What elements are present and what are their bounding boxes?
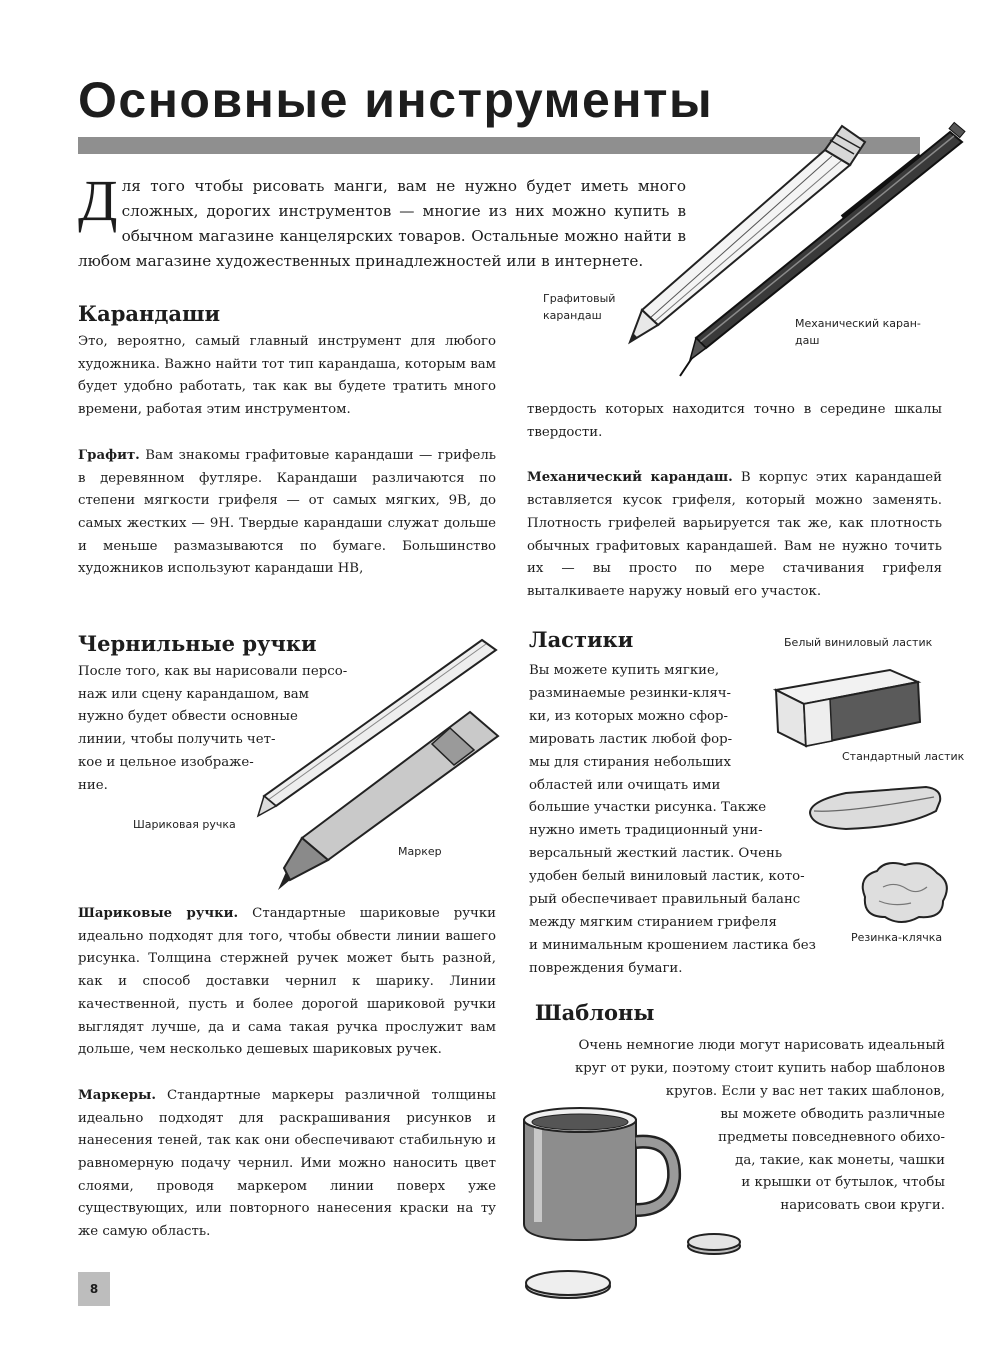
- markers-paragraph: [78, 1085, 496, 1244]
- pens-intro-line: линии, чтобы получить чет-: [78, 732, 276, 748]
- erasers-line: разминаемые резинки-кляч-: [529, 685, 732, 701]
- pens-intro-line: После того, как вы нарисовали персо-: [78, 664, 348, 679]
- graphite-continued: твердость которых находится точно в середине шкалы твердости.: [527, 402, 942, 440]
- caption-marker: Маркер: [398, 845, 442, 858]
- heading-pencils: Карандаши: [78, 301, 221, 326]
- mech-pencil-paragraph: [527, 467, 942, 603]
- erasers-line: нужно иметь традиционный уни-: [529, 823, 763, 839]
- pens-intro-line: нужно будет обвести основные: [78, 709, 298, 725]
- caption-ballpoint: Шариковая ручка: [133, 818, 236, 831]
- ballpoint-text: Стандартные шариковые ручки идеально подходят для того, чтобы обвести линии вашего рисунка. Толщина стержней ручек может быть разной, как и способ доставки чернил к шарику. Линии качественной, пусть и более дорогой шариковой ручки выглядят лучше, да и сама такая ручка прослужит вам дольше, чем несколько дешевых шариковых ручек.: [78, 906, 496, 1058]
- templates-line: да, такие, как монеты, чашки: [735, 1152, 945, 1168]
- erasers-line: и минимальным крошением ластика без: [529, 937, 816, 953]
- standard-eraser-icon: [806, 783, 946, 833]
- graphite-paragraph: [78, 445, 496, 581]
- pens-intro-line: ние.: [78, 777, 108, 793]
- erasers-line: ки, из которых можно сфор-: [529, 708, 729, 724]
- templates-line: вы можете обводить различные: [720, 1106, 945, 1122]
- pens-text: [78, 903, 496, 1244]
- caption-kneaded-eraser: Резинка-клячка: [851, 931, 943, 944]
- markers-term: Маркеры.: [78, 1087, 156, 1103]
- graphite-term: Графит.: [78, 447, 140, 463]
- intro-dropcap: Д: [78, 168, 118, 233]
- templates-line: круг от руки, поэтому стоит купить набор шаблонов: [574, 1060, 945, 1076]
- white-eraser-icon: [770, 660, 930, 750]
- templates-line: нарисовать свои круги.: [780, 1198, 945, 1214]
- caption-mech-pencil-2: даш: [795, 334, 820, 347]
- erasers-line: рый обеспечивает правильный баланс: [529, 892, 801, 908]
- templates-line: кругов. Если у вас нет таких шаблонов,: [665, 1083, 945, 1099]
- mug-icon: [524, 1108, 674, 1240]
- pencils-intro: Это, вероятно, самый главный инструмент для любого художника. Важно найти тот тип карандаша, которым вам будет удобно работать, так как вы будете тратить много времени, работая этим инструментом.: [78, 334, 496, 418]
- caption-graphite-pencil-1: Графитовый: [543, 292, 616, 305]
- heading-erasers: Ластики: [529, 627, 634, 652]
- erasers-line: Вы можете купить мягкие,: [529, 663, 720, 678]
- templates-line: Очень немногие люди могут нарисовать идеальный: [578, 1038, 945, 1053]
- heading-templates: Шаблоны: [535, 1000, 655, 1025]
- caption-mech-pencil-1: Механический каран-: [795, 317, 921, 330]
- erasers-line: областей или очищать ими: [529, 777, 721, 793]
- intro-text: ля того чтобы рисовать манги, вам не нужно будет иметь много сложных, дорогих инструментов — многие из них можно купить в обычном магазине канцелярских товаров. Остальные можно найти в любом магазине художественных принадлежностей или в интернете.: [78, 177, 686, 270]
- mech-pencil-term: Механический карандаш.: [527, 470, 733, 486]
- pencils-right-text: [527, 399, 942, 604]
- erasers-line: мы для стирания небольших: [529, 754, 731, 770]
- caption-white-eraser: Белый виниловый ластик: [784, 636, 933, 649]
- page-number: 8: [78, 1272, 110, 1306]
- erasers-line: большие участки рисунка. Также: [529, 800, 767, 816]
- erasers-line: версальный жесткий ластик. Очень: [529, 846, 783, 862]
- caption-standard-eraser: Стандартный ластик: [842, 750, 965, 763]
- bottle-cap-icon: [526, 1271, 610, 1298]
- coin-icon: [688, 1234, 740, 1254]
- erasers-line: между мягким стиранием грифеля: [529, 914, 777, 930]
- pens-intro-line: наж или сцену карандашом, вам: [78, 686, 310, 702]
- templates-line: предметы повседневного обихо-: [718, 1129, 945, 1145]
- erasers-line: мировать ластик любой фор-: [529, 731, 733, 747]
- caption-graphite-pencil-2: карандаш: [543, 309, 602, 322]
- intro-paragraph: [78, 168, 686, 274]
- templates-illustration: [518, 1098, 758, 1308]
- page-title: Основные инструменты: [78, 72, 714, 128]
- mech-pencil-text: В корпус этих карандашей вставляется кусок грифеля, который можно заменять. Плотность грифелей варьируется так же, как плотность обычных графитовых карандашей. Вам не нужно точить их — вы просто по мере стачивания грифеля выталкиваете наружу новый его участок.: [527, 470, 942, 599]
- kneaded-eraser-icon: [855, 857, 955, 927]
- pens-illustration: [250, 632, 510, 892]
- templates-line: и крышки от бутылок, чтобы: [741, 1175, 945, 1191]
- heading-ink-pens: Чернильные ручки: [78, 631, 317, 656]
- erasers-line: удобен белый виниловый ластик, кото-: [529, 869, 805, 885]
- markers-text: Стандартные маркеры различной толщины идеально подходят для раскрашивания рисунков и нанесения теней, так как они обеспечивают стабильную и равномерную подачу чернил. Ими можно наносить цвет слоями, проводя маркером линии поверх уже существующих, или повторного нанесения краски на ту же самую область.: [78, 1087, 496, 1240]
- ballpoint-paragraph: [78, 903, 496, 1062]
- pencils-left-text: [78, 331, 496, 581]
- marker-icon: [278, 712, 498, 890]
- ballpoint-term: Шариковые ручки.: [78, 906, 239, 921]
- pens-intro-line: кое и цельное изображе-: [78, 754, 254, 770]
- graphite-text: Вам знакомы графитовые карандаши — грифель в деревянном футляре. Карандаши различаются по степени мягкости грифеля — от самых мягких, 9В, до самых жестких — 9Н. Твердые карандаши служат дольше и меньше размазываются по бумаге. Большинство художников используют карандаши НВ,: [78, 447, 496, 577]
- erasers-line: повреждения бумаги.: [529, 960, 683, 976]
